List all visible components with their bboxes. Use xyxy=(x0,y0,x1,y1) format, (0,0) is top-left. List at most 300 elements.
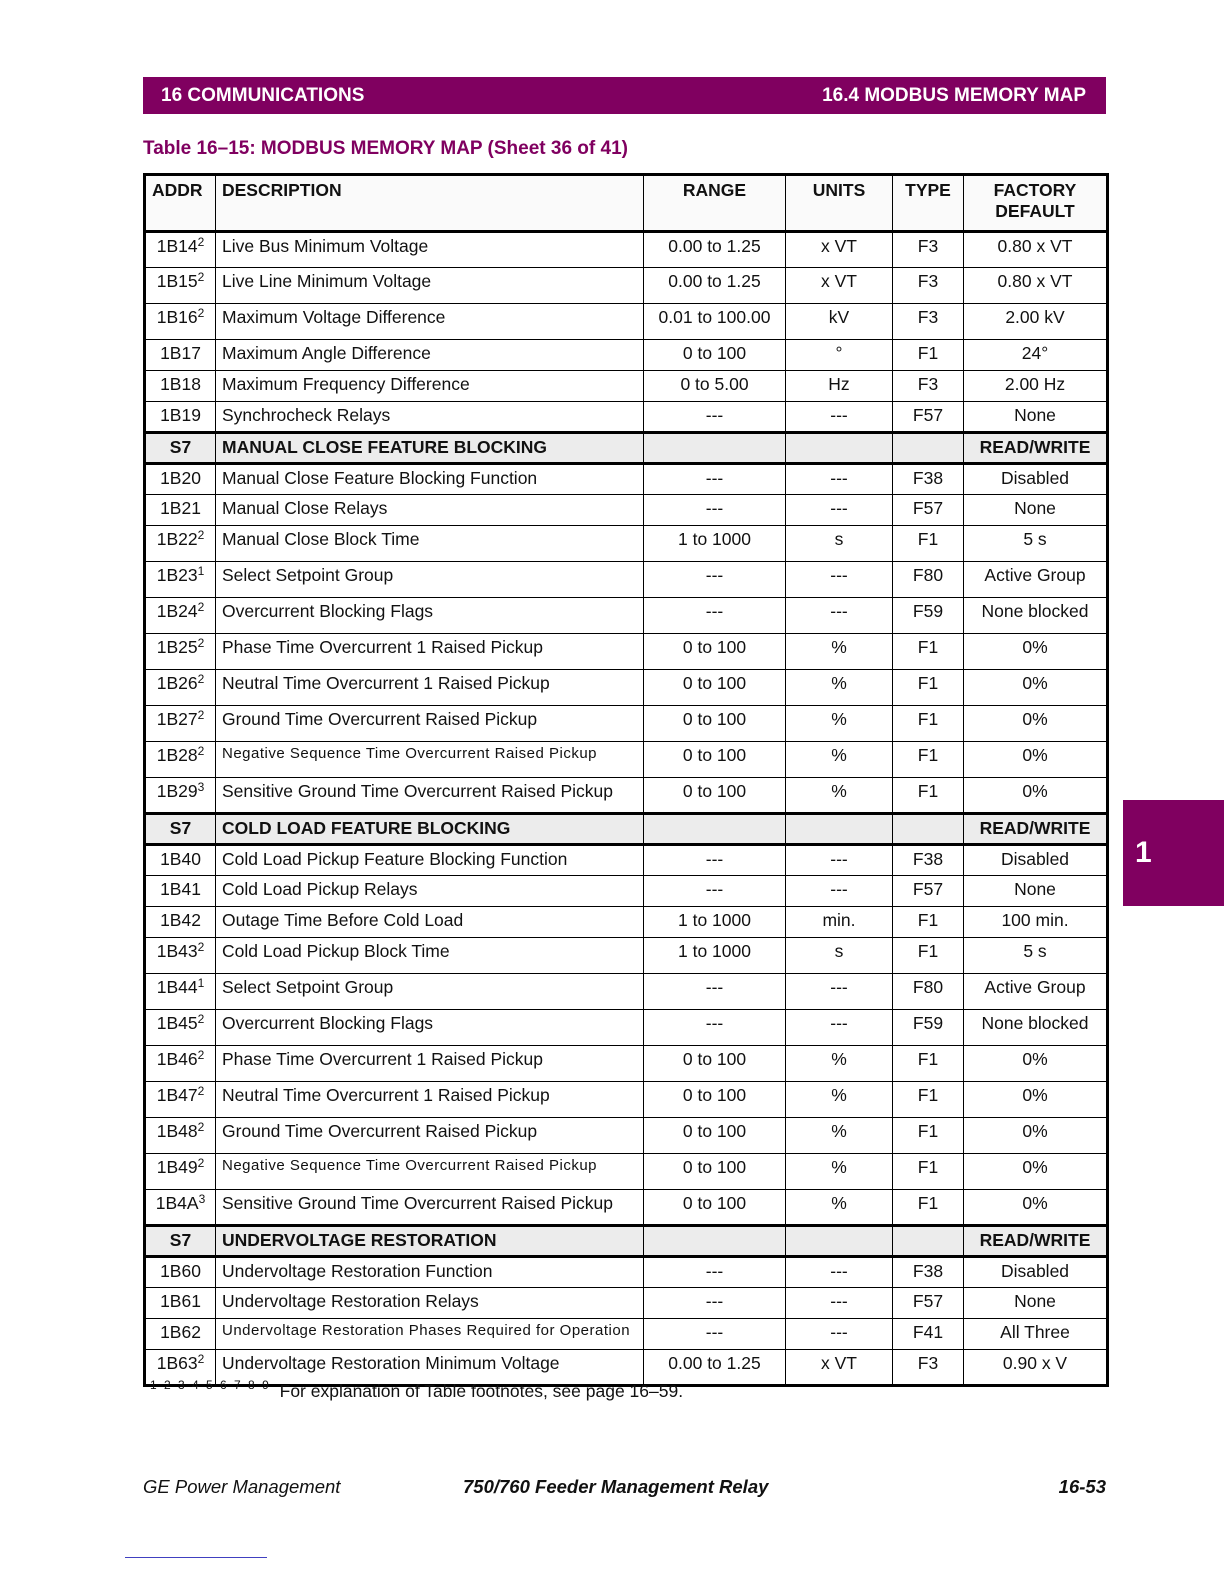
addr-value: 1B26 xyxy=(156,673,198,693)
addr-value: 1B41 xyxy=(160,879,201,899)
type-cell: F1 xyxy=(893,706,964,742)
footnote-superscript: 3 xyxy=(198,1192,206,1206)
default-cell: None xyxy=(964,495,1108,526)
default-cell: None blocked xyxy=(964,598,1108,634)
units-cell: --- xyxy=(786,562,893,598)
units-cell: min. xyxy=(786,907,893,938)
section-setpoint-page: S7 xyxy=(145,814,216,845)
description-cell: Manual Close Block Time xyxy=(216,526,644,562)
range-cell: 0 to 100 xyxy=(644,778,786,814)
addr-cell xyxy=(145,304,216,340)
addr-value: 1B43 xyxy=(156,941,198,961)
footnote-superscript: 2 xyxy=(197,940,205,954)
addr-value: 1B20 xyxy=(160,468,201,488)
range-cell: --- xyxy=(644,495,786,526)
chapter-header-bar xyxy=(143,77,1106,114)
description-cell: Overcurrent Blocking Flags xyxy=(216,598,644,634)
type-cell xyxy=(893,814,964,845)
addr-cell xyxy=(145,742,216,778)
range-cell: 0.00 to 1.25 xyxy=(644,1350,786,1386)
addr-value: 1B40 xyxy=(160,849,201,869)
type-cell: F1 xyxy=(893,907,964,938)
description-cell: Negative Sequence Time Overcurrent Raised Pickup xyxy=(216,742,644,778)
description-cell: Cold Load Pickup Relays xyxy=(216,876,644,907)
table-row xyxy=(145,670,1108,706)
type-cell: F1 xyxy=(893,1082,964,1118)
addr-cell xyxy=(145,1319,216,1350)
addr-cell xyxy=(145,1118,216,1154)
table-row xyxy=(145,495,1108,526)
table-row xyxy=(145,526,1108,562)
col-header-factory: FACTORY xyxy=(993,180,1077,200)
addr-value: 1B29 xyxy=(156,781,198,801)
table-row xyxy=(145,598,1108,634)
addr-value: 1B19 xyxy=(160,405,201,425)
default-cell: 0% xyxy=(964,1190,1108,1226)
type-cell: F3 xyxy=(893,1350,964,1386)
footer-company: GE Power Management xyxy=(143,1476,341,1497)
section-access: READ/WRITE xyxy=(964,1226,1108,1257)
footnote-superscript: 2 xyxy=(197,1120,205,1134)
range-cell: 0 to 100 xyxy=(644,1118,786,1154)
table-body xyxy=(145,232,1108,1386)
units-cell: --- xyxy=(786,1319,893,1350)
range-cell: --- xyxy=(644,598,786,634)
footnote-superscript: 3 xyxy=(197,780,205,794)
default-cell: 100 min. xyxy=(964,907,1108,938)
type-cell: F3 xyxy=(893,268,964,304)
units-cell: % xyxy=(786,1046,893,1082)
default-cell: None xyxy=(964,876,1108,907)
range-cell: --- xyxy=(644,1010,786,1046)
range-cell: 0 to 100 xyxy=(644,1082,786,1118)
units-cell xyxy=(786,814,893,845)
units-cell: --- xyxy=(786,464,893,495)
addr-cell xyxy=(145,974,216,1010)
type-cell: F3 xyxy=(893,232,964,268)
description-cell: Undervoltage Restoration Function xyxy=(216,1257,644,1288)
table-row xyxy=(145,340,1108,371)
type-cell: F38 xyxy=(893,464,964,495)
type-cell: F59 xyxy=(893,598,964,634)
range-cell: 0.00 to 1.25 xyxy=(644,268,786,304)
addr-cell xyxy=(145,268,216,304)
addr-value: 1B28 xyxy=(156,745,198,765)
range-cell: 1 to 1000 xyxy=(644,907,786,938)
addr-value: 1B25 xyxy=(156,637,198,657)
range-cell: --- xyxy=(644,845,786,876)
default-cell: 0% xyxy=(964,706,1108,742)
table-row xyxy=(145,742,1108,778)
units-cell: --- xyxy=(786,598,893,634)
addr-cell xyxy=(145,706,216,742)
units-cell: % xyxy=(786,1154,893,1190)
addr-cell xyxy=(145,1082,216,1118)
section-setpoint-page: S7 xyxy=(145,1226,216,1257)
type-cell: F57 xyxy=(893,402,964,433)
addr-value: 1B27 xyxy=(156,709,198,729)
addr-cell xyxy=(145,670,216,706)
section-setpoint-page: S7 xyxy=(145,433,216,464)
default-cell: 0% xyxy=(964,1082,1108,1118)
footnote-text: For explanation of Table footnotes, see page 16–59. xyxy=(279,1381,684,1401)
range-cell: 0 to 100 xyxy=(644,670,786,706)
range-cell: 1 to 1000 xyxy=(644,526,786,562)
description-cell: Sensitive Ground Time Overcurrent Raised Pickup xyxy=(216,778,644,814)
default-cell: 5 s xyxy=(964,526,1108,562)
type-cell xyxy=(893,1226,964,1257)
addr-value: 1B63 xyxy=(156,1353,198,1373)
type-cell: F57 xyxy=(893,1288,964,1319)
addr-value: 1B18 xyxy=(160,374,201,394)
table-row xyxy=(145,1288,1108,1319)
table-row xyxy=(145,634,1108,670)
footnote-superscript: 2 xyxy=(197,1156,205,1170)
range-cell: --- xyxy=(644,1257,786,1288)
addr-cell xyxy=(145,1154,216,1190)
range-cell: --- xyxy=(644,974,786,1010)
units-cell: % xyxy=(786,670,893,706)
range-cell: 0 to 100 xyxy=(644,1154,786,1190)
footnote-superscript: 2 xyxy=(197,528,205,542)
addr-value: 1B45 xyxy=(156,1013,198,1033)
range-cell: --- xyxy=(644,562,786,598)
footnote-superscript: 2 xyxy=(197,1352,205,1366)
type-cell: F57 xyxy=(893,876,964,907)
default-cell: 0% xyxy=(964,1046,1108,1082)
addr-cell xyxy=(145,1257,216,1288)
description-cell: Manual Close Feature Blocking Function xyxy=(216,464,644,495)
addr-value: 1B4A xyxy=(155,1193,199,1213)
footnote-superscript: 2 xyxy=(197,672,205,686)
description-cell: Maximum Angle Difference xyxy=(216,340,644,371)
type-cell: F59 xyxy=(893,1010,964,1046)
type-cell: F3 xyxy=(893,304,964,340)
addr-cell xyxy=(145,562,216,598)
type-cell: F57 xyxy=(893,495,964,526)
default-cell: 0% xyxy=(964,1118,1108,1154)
units-cell: Hz xyxy=(786,371,893,402)
range-cell: 0 to 100 xyxy=(644,634,786,670)
col-header-addr: ADDR xyxy=(145,175,216,232)
col-header-units: UNITS xyxy=(786,175,893,232)
range-cell xyxy=(644,1226,786,1257)
description-cell: Neutral Time Overcurrent 1 Raised Pickup xyxy=(216,670,644,706)
addr-cell xyxy=(145,907,216,938)
addr-cell xyxy=(145,340,216,371)
footnote-superscript: 2 xyxy=(197,1048,205,1062)
description-cell: Undervoltage Restoration Minimum Voltage xyxy=(216,1350,644,1386)
addr-value: 1B17 xyxy=(160,343,201,363)
table-row xyxy=(145,562,1108,598)
description-cell: Overcurrent Blocking Flags xyxy=(216,1010,644,1046)
units-cell: kV xyxy=(786,304,893,340)
description-cell: Maximum Voltage Difference xyxy=(216,304,644,340)
units-cell: x VT xyxy=(786,232,893,268)
units-cell: % xyxy=(786,634,893,670)
footnote-markers: 1 2 3 4 5 6 7 8 9 xyxy=(150,1378,271,1392)
section-row xyxy=(145,1226,1108,1257)
addr-cell xyxy=(145,402,216,433)
default-cell: 0% xyxy=(964,778,1108,814)
default-cell: 2.00 Hz xyxy=(964,371,1108,402)
addr-value: 1B22 xyxy=(156,529,198,549)
range-cell: 0.01 to 100.00 xyxy=(644,304,786,340)
units-cell: % xyxy=(786,706,893,742)
chapter-title: 16 COMMUNICATIONS xyxy=(161,84,365,106)
type-cell: F38 xyxy=(893,1257,964,1288)
addr-cell xyxy=(145,778,216,814)
default-cell: None xyxy=(964,1288,1108,1319)
description-cell: Cold Load Pickup Feature Blocking Function xyxy=(216,845,644,876)
addr-value: 1B16 xyxy=(156,307,198,327)
description-cell: Negative Sequence Time Overcurrent Raised Pickup xyxy=(216,1154,644,1190)
section-title: MANUAL CLOSE FEATURE BLOCKING xyxy=(216,433,644,464)
range-cell: --- xyxy=(644,1288,786,1319)
type-cell: F1 xyxy=(893,742,964,778)
table-row xyxy=(145,974,1108,1010)
units-cell: --- xyxy=(786,495,893,526)
units-cell: ° xyxy=(786,340,893,371)
addr-cell xyxy=(145,371,216,402)
section-title: UNDERVOLTAGE RESTORATION xyxy=(216,1226,644,1257)
range-cell xyxy=(644,814,786,845)
footer-manual-title: 750/760 Feeder Management Relay xyxy=(463,1476,769,1497)
range-cell: 0 to 100 xyxy=(644,1046,786,1082)
range-cell: 0 to 100 xyxy=(644,742,786,778)
chapter-side-tab xyxy=(1123,800,1224,906)
addr-cell xyxy=(145,598,216,634)
addr-cell xyxy=(145,1046,216,1082)
default-cell: None xyxy=(964,402,1108,433)
type-cell: F1 xyxy=(893,670,964,706)
table-title: Table 16–15: MODBUS MEMORY MAP (Sheet 36 of 41) xyxy=(143,138,628,159)
description-cell: Undervoltage Restoration Relays xyxy=(216,1288,644,1319)
default-cell: Active Group xyxy=(964,974,1108,1010)
description-cell: Live Bus Minimum Voltage xyxy=(216,232,644,268)
footnote-superscript: 2 xyxy=(197,270,205,284)
addr-value: 1B62 xyxy=(160,1322,201,1342)
footnote-superscript: 2 xyxy=(197,235,205,249)
type-cell: F1 xyxy=(893,778,964,814)
type-cell: F1 xyxy=(893,1118,964,1154)
units-cell: % xyxy=(786,1190,893,1226)
default-cell: Disabled xyxy=(964,845,1108,876)
range-cell: 0 to 5.00 xyxy=(644,371,786,402)
range-cell: 0.00 to 1.25 xyxy=(644,232,786,268)
description-cell: Undervoltage Restoration Phases Required for Operation xyxy=(216,1319,644,1350)
default-cell: 0.80 x VT xyxy=(964,232,1108,268)
description-cell: Select Setpoint Group xyxy=(216,562,644,598)
footnote-superscript: 2 xyxy=(197,744,205,758)
range-cell: --- xyxy=(644,464,786,495)
addr-value: 1B14 xyxy=(156,236,198,256)
default-cell: Disabled xyxy=(964,1257,1108,1288)
table-row xyxy=(145,845,1108,876)
units-cell: --- xyxy=(786,402,893,433)
default-cell: 0% xyxy=(964,670,1108,706)
table-row xyxy=(145,1046,1108,1082)
side-tab-label: 1 xyxy=(1135,836,1152,869)
footnote-superscript: 1 xyxy=(197,976,205,990)
modbus-memory-map-table xyxy=(143,173,1109,1387)
type-cell: F80 xyxy=(893,974,964,1010)
default-cell: 0.90 x V xyxy=(964,1350,1108,1386)
addr-value: 1B21 xyxy=(160,498,201,518)
type-cell: F1 xyxy=(893,634,964,670)
table-header-row xyxy=(145,175,1108,232)
addr-value: 1B15 xyxy=(156,271,198,291)
footnote-superscript: 2 xyxy=(197,1012,205,1026)
table-row xyxy=(145,268,1108,304)
description-cell: Phase Time Overcurrent 1 Raised Pickup xyxy=(216,1046,644,1082)
default-cell: 2.00 kV xyxy=(964,304,1108,340)
units-cell: s xyxy=(786,938,893,974)
units-cell: x VT xyxy=(786,1350,893,1386)
addr-cell xyxy=(145,1190,216,1226)
type-cell: F80 xyxy=(893,562,964,598)
description-cell: Select Setpoint Group xyxy=(216,974,644,1010)
table-row xyxy=(145,1082,1108,1118)
col-header-range: RANGE xyxy=(644,175,786,232)
type-cell: F1 xyxy=(893,1154,964,1190)
col-header-description: DESCRIPTION xyxy=(216,175,644,232)
type-cell: F1 xyxy=(893,1046,964,1082)
units-cell: % xyxy=(786,742,893,778)
table-row xyxy=(145,778,1108,814)
addr-cell xyxy=(145,232,216,268)
addr-cell xyxy=(145,876,216,907)
type-cell: F38 xyxy=(893,845,964,876)
description-cell: Maximum Frequency Difference xyxy=(216,371,644,402)
table-row xyxy=(145,464,1108,495)
description-cell: Neutral Time Overcurrent 1 Raised Pickup xyxy=(216,1082,644,1118)
type-cell: F3 xyxy=(893,371,964,402)
default-cell: 0% xyxy=(964,742,1108,778)
units-cell: s xyxy=(786,526,893,562)
units-cell: % xyxy=(786,1082,893,1118)
addr-value: 1B49 xyxy=(156,1157,198,1177)
table-row xyxy=(145,1118,1108,1154)
range-cell: 0 to 100 xyxy=(644,706,786,742)
section-row xyxy=(145,814,1108,845)
addr-cell xyxy=(145,938,216,974)
table-footnote xyxy=(150,1378,683,1402)
description-cell: Sensitive Ground Time Overcurrent Raised Pickup xyxy=(216,1190,644,1226)
addr-value: 1B61 xyxy=(160,1291,201,1311)
footnote-superscript: 2 xyxy=(197,708,205,722)
bottom-divider xyxy=(125,1557,267,1558)
addr-cell xyxy=(145,464,216,495)
default-cell: Disabled xyxy=(964,464,1108,495)
table-row xyxy=(145,371,1108,402)
addr-value: 1B48 xyxy=(156,1121,198,1141)
addr-cell xyxy=(145,1288,216,1319)
default-cell: 0.80 x VT xyxy=(964,268,1108,304)
footnote-superscript: 1 xyxy=(197,564,205,578)
table-row xyxy=(145,1190,1108,1226)
units-cell: --- xyxy=(786,1010,893,1046)
default-cell: Active Group xyxy=(964,562,1108,598)
default-cell: All Three xyxy=(964,1319,1108,1350)
units-cell: --- xyxy=(786,845,893,876)
addr-value: 1B60 xyxy=(160,1261,201,1281)
description-cell: Ground Time Overcurrent Raised Pickup xyxy=(216,1118,644,1154)
table-row xyxy=(145,706,1108,742)
range-cell: --- xyxy=(644,402,786,433)
units-cell: --- xyxy=(786,1288,893,1319)
section-access: READ/WRITE xyxy=(964,433,1108,464)
range-cell: --- xyxy=(644,1319,786,1350)
default-cell: 5 s xyxy=(964,938,1108,974)
addr-value: 1B46 xyxy=(156,1049,198,1069)
addr-value: 1B47 xyxy=(156,1085,198,1105)
addr-value: 1B42 xyxy=(160,910,201,930)
addr-cell xyxy=(145,634,216,670)
footnote-superscript: 2 xyxy=(197,306,205,320)
col-header-type: TYPE xyxy=(893,175,964,232)
units-cell: --- xyxy=(786,876,893,907)
range-cell: 0 to 100 xyxy=(644,340,786,371)
units-cell: --- xyxy=(786,974,893,1010)
addr-value: 1B23 xyxy=(156,565,198,585)
footnote-superscript: 2 xyxy=(197,600,205,614)
table-row xyxy=(145,1154,1108,1190)
type-cell xyxy=(893,433,964,464)
units-cell: % xyxy=(786,778,893,814)
description-cell: Manual Close Relays xyxy=(216,495,644,526)
addr-cell xyxy=(145,845,216,876)
section-title: 16.4 MODBUS MEMORY MAP xyxy=(822,84,1086,106)
table-row xyxy=(145,402,1108,433)
addr-cell xyxy=(145,1010,216,1046)
footnote-superscript: 2 xyxy=(197,636,205,650)
table-row xyxy=(145,938,1108,974)
section-title: COLD LOAD FEATURE BLOCKING xyxy=(216,814,644,845)
description-cell: Phase Time Overcurrent 1 Raised Pickup xyxy=(216,634,644,670)
col-header-factory-default xyxy=(964,175,1108,232)
table-row xyxy=(145,907,1108,938)
default-cell: 0% xyxy=(964,1154,1108,1190)
units-cell: --- xyxy=(786,1257,893,1288)
table-row xyxy=(145,1319,1108,1350)
footnote-superscript: 2 xyxy=(197,1084,205,1098)
units-cell xyxy=(786,1226,893,1257)
table-row xyxy=(145,304,1108,340)
section-row xyxy=(145,433,1108,464)
addr-value: 1B44 xyxy=(156,977,198,997)
description-cell: Ground Time Overcurrent Raised Pickup xyxy=(216,706,644,742)
addr-cell xyxy=(145,526,216,562)
description-cell: Live Line Minimum Voltage xyxy=(216,268,644,304)
table-row xyxy=(145,1010,1108,1046)
description-cell: Cold Load Pickup Block Time xyxy=(216,938,644,974)
units-cell: % xyxy=(786,1118,893,1154)
table-row xyxy=(145,232,1108,268)
default-cell: None blocked xyxy=(964,1010,1108,1046)
table-row xyxy=(145,876,1108,907)
type-cell: F1 xyxy=(893,340,964,371)
addr-cell xyxy=(145,495,216,526)
type-cell: F41 xyxy=(893,1319,964,1350)
type-cell: F1 xyxy=(893,1190,964,1226)
range-cell: 0 to 100 xyxy=(644,1190,786,1226)
table-row xyxy=(145,1257,1108,1288)
units-cell xyxy=(786,433,893,464)
default-cell: 0% xyxy=(964,634,1108,670)
footer-page-number: 16-53 xyxy=(1058,1476,1106,1497)
description-cell: Synchrocheck Relays xyxy=(216,402,644,433)
